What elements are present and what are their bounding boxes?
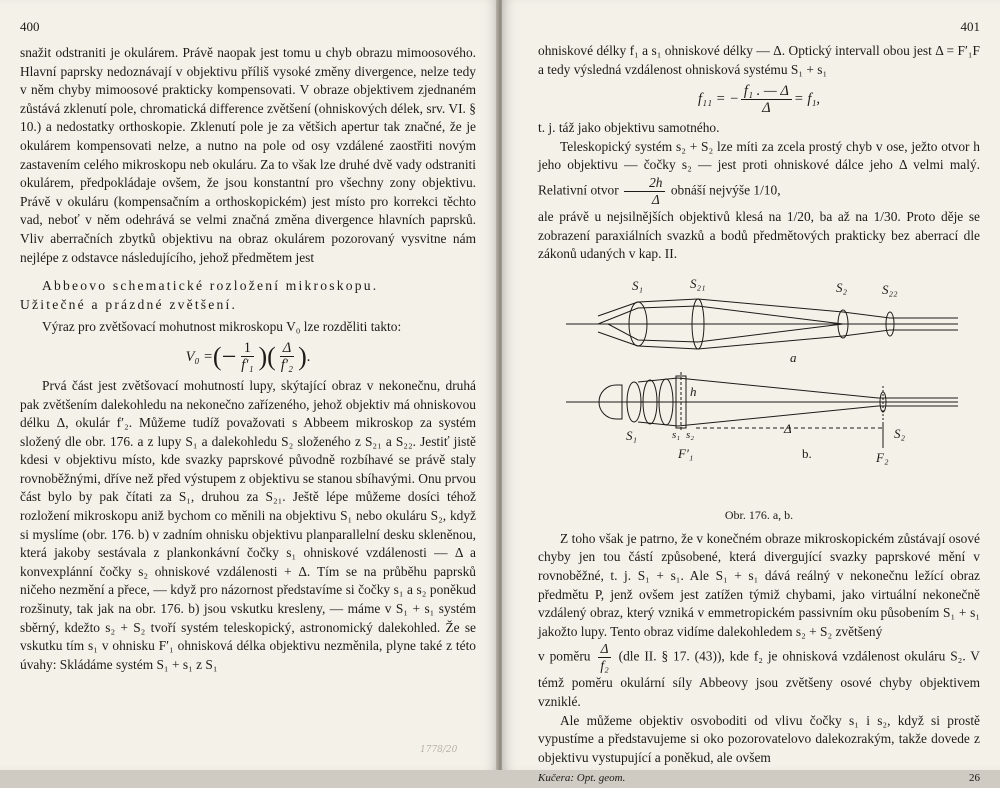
label-s2-end-b: S₂ — [894, 425, 906, 441]
section-heading-2: Užitečné a prázdné zvětšení. — [20, 296, 238, 312]
label-s1-a: S₁ — [632, 277, 644, 293]
right-paragraph-1: ohniskové délky f₁ a s₁ ohniskové délky — Δ. Optický intervall obou jest Δ = F′₁F a tedy výsledná vzdálenost ohnisková systému S₁ + s₁ — [538, 43, 980, 77]
equation-lhs: V₀ = — [185, 348, 213, 365]
label-s2-a: S₂ — [836, 279, 848, 295]
ray-a-top — [598, 299, 958, 318]
label-f1-prime: F′₁ — [678, 445, 694, 461]
label-s21-a: S₂₁ — [690, 275, 706, 291]
right-page — [502, 0, 1000, 785]
right-paragraph-4: Z toho však je patrno, že v konečném obraze mikroskopickém zůstávají osové chyby jen tou částí způsobené, která divergující svazky paprskové mění v rovnoběžné, t. j. S₁ + s₁. Ale S₁ + s₁ dává reálný v nekonečnu ležící obraz předmětu P, jenž ovšem jest zatížen týmiž chybami, jako virtuální nekonečně vzdálený obraz, který vzniká v emmetropickém passivním oku působením S₁ + s₁ jakožto lupy. Tento obraz vidíme dalekohledem s₂ + S₂ zvětšený — [538, 530, 980, 639]
label-a-letter: a — [790, 349, 797, 365]
figure-caption: Obr. 176. a, b. — [724, 507, 794, 522]
left-page-text — [20, 44, 476, 674]
footer-signature: 26 — [969, 772, 980, 785]
label-delta-b: Δ — [784, 420, 792, 436]
label-s22-a: S₂₂ — [882, 281, 898, 297]
left-page-number: 400 — [20, 19, 40, 34]
section-heading-1: Abbeovo schematické rozložení mikroskopu. — [42, 278, 379, 294]
equation-fraction-2: $\frac{\Delta}{\text{f′₂}}$ — [280, 340, 294, 374]
left-page — [0, 0, 498, 770]
right-page-number: 401 — [960, 19, 980, 34]
equation-focal-length: f₁₁ = − $\frac{\text{f₁ . — Δ}}{\Delta}$ = f₁, — [697, 82, 821, 116]
right-paragraph-5: v poměru $\frac{\Delta}{\text{f₂}}$ (dle II. § 17. (43)), kde f₂ je ohnisková vzdálenost okuláru S₂. V témž poměru okulární síly Abbeovy jsou zvětšeny osové chyby objektivem vzniklé. — [538, 641, 980, 709]
pencil-mark: 1778/20 — [420, 745, 458, 755]
equation-magnification: V₀ = (− $\frac{1}{\text{f′₁}}$ )( $\frac{\Delta}{\text{f′₂}}$ ) . — [185, 340, 311, 374]
right-paragraph-3-cont: ale právě u nejsilnějších objektivů klesá na 1/20, ba až na 1/30. Proto děje se zobrazení paraxiálních svazků a bodů předmětových prakticky bez aberrací dle zákonů udaných v kap. II. — [538, 208, 980, 262]
right-paragraph-2: t. j. táž jako objektivu samotného. — [538, 120, 720, 136]
label-f2: F₂ — [876, 449, 889, 465]
left-paragraph-2: Výraz pro zvětšovací mohutnost mikroskopu V₀ lze rozděliti takto: — [42, 319, 402, 335]
right-page-text — [538, 42, 980, 788]
footer-author: Kučera: Opt. geom. — [538, 772, 626, 785]
ray-a-bottom — [598, 330, 958, 349]
left-paragraph-1: snažit odstraniti je okulárem. Právě naopak jest tomu u chyb obrazu mimoosového. Hlavní paprsky nedoznávají v objektivu příliš vysoké změny divergence, nelze tedy v něm chyby mimoosové prakticky kompensovati. V obraze objektivem zjednaném zůstává zklenutí pole, chromatická difference zvětšení (ohniskových délek, srv. VI. § 10.) a nedostatky orthoskopie. Zklenutí pole je za většich apertur tak značné, že je okulárem kompensovati nelze, a nutno na pole od osy vzdálené zaostřiti novým zastavením celého mikroskopu neb okuláru. Za to však lze druhé dvě vady odstraniti okulárem, předpokládaje ovšem, že jsou konstantní pro všechny zony objektivu. Právě v okuláru (kompensačním a orthoskopickém) jest místo pro korrekci těchto vad, neboť v něm odehrává se velmi značná změna divergence hlavních paprsků. Vliv aberračních zbytků objektivu na obraz okulárem pozorovaný vysvitne nám nejlépe z odstavce následujícího, jehož předmětem jest — [20, 45, 476, 265]
label-small-s2-b: s₂ — [686, 428, 695, 441]
label-small-s1-b: s₁ — [672, 428, 681, 441]
right-paragraph-6: Ale můžeme objektiv osvoboditi od vlivu čočky s₁ i s₂, když si prostě vypustíme a představujeme si oko pozorovatelovo dalekozrakým, takže dovede z objektivu vystupující a poněkud, ale ovšem — [538, 712, 980, 765]
label-h-b: h — [690, 383, 697, 399]
equation-fraction-1: $\frac{1}{\text{f′₁}}$ — [241, 340, 254, 374]
page-footer — [538, 769, 980, 788]
optical-diagram — [538, 272, 980, 504]
left-paragraph-3: Prvá část jest zvětšovací mohutností lupy, skýtající obraz v nekonečnu, druhá pak zvětšením dalekohledu na nekonečno zařízeného, jehož objektiv má ohniskovou délku Δ, okulár f′₂. Můžeme tudíž považovati s Abbeem mikroskop za systém složený dle obr. 176. a z lupy S₁ a dalekohledu S₂ složeného z S₂₁ a S₂₂. Jestiť jistě kdesi v objektivu místo, kde svazky paprskové původně rozbíhavé se právě staly rovnoběžnými, dříve než před výstupem z objektivu se stanou sbíhavými. Onu prvou část bylo by pak čítati za S₁, druhou za S₂₁. Ještě lépe můžeme dosíci téhož rozložení mikroskopu aniž bychom co měnili na objektivu S₁ nebo okuláru S₂, když si myslíme (obr. 176. b) v zadním ohnisku objektivu planparallelní desku skleněnou, která jakoby sestávala z plankonkávní čočky s₁ ohniskové vzdálenosti — Δ a konvexplánní čočky s₂ ohniskové vzdálenosti + Δ. Tím se na průběhu paprsků ničeho nezmění a přece, — když pro názornost představíme si čočky s₁ a s₂ poněkud rozšinuty, tak jak na obr. 176. b) jsou vskutku kresleny, — máme v S₁ + s₁ systém sběrný, kdežto s₂ + S₂ tvoří systém teleskopický, astronomický dalekohled. Že se vskutku tím s₁ v ohnisku F′₁ ohnisková délka objektivu nezměnila, plyne také z této úvahy: Skládáme systém S₁ + s₁ z S₁ — [20, 377, 476, 672]
right-paragraph-3: Teleskopický systém s₂ + S₂ lze míti za zcela prostý chyb v ose, ježto otvor h jeho objektivu — čočky s₂ — jest proti ohniskové dálce jeho Δ velmi malý. Relativní otvor $\frac{2h}{\Delta}$ obnáší nejvýše 1/10, — [538, 138, 980, 207]
label-b-letter: b. — [802, 445, 812, 461]
figure-176 — [538, 272, 980, 504]
label-s1-b: S₁ — [626, 427, 638, 443]
